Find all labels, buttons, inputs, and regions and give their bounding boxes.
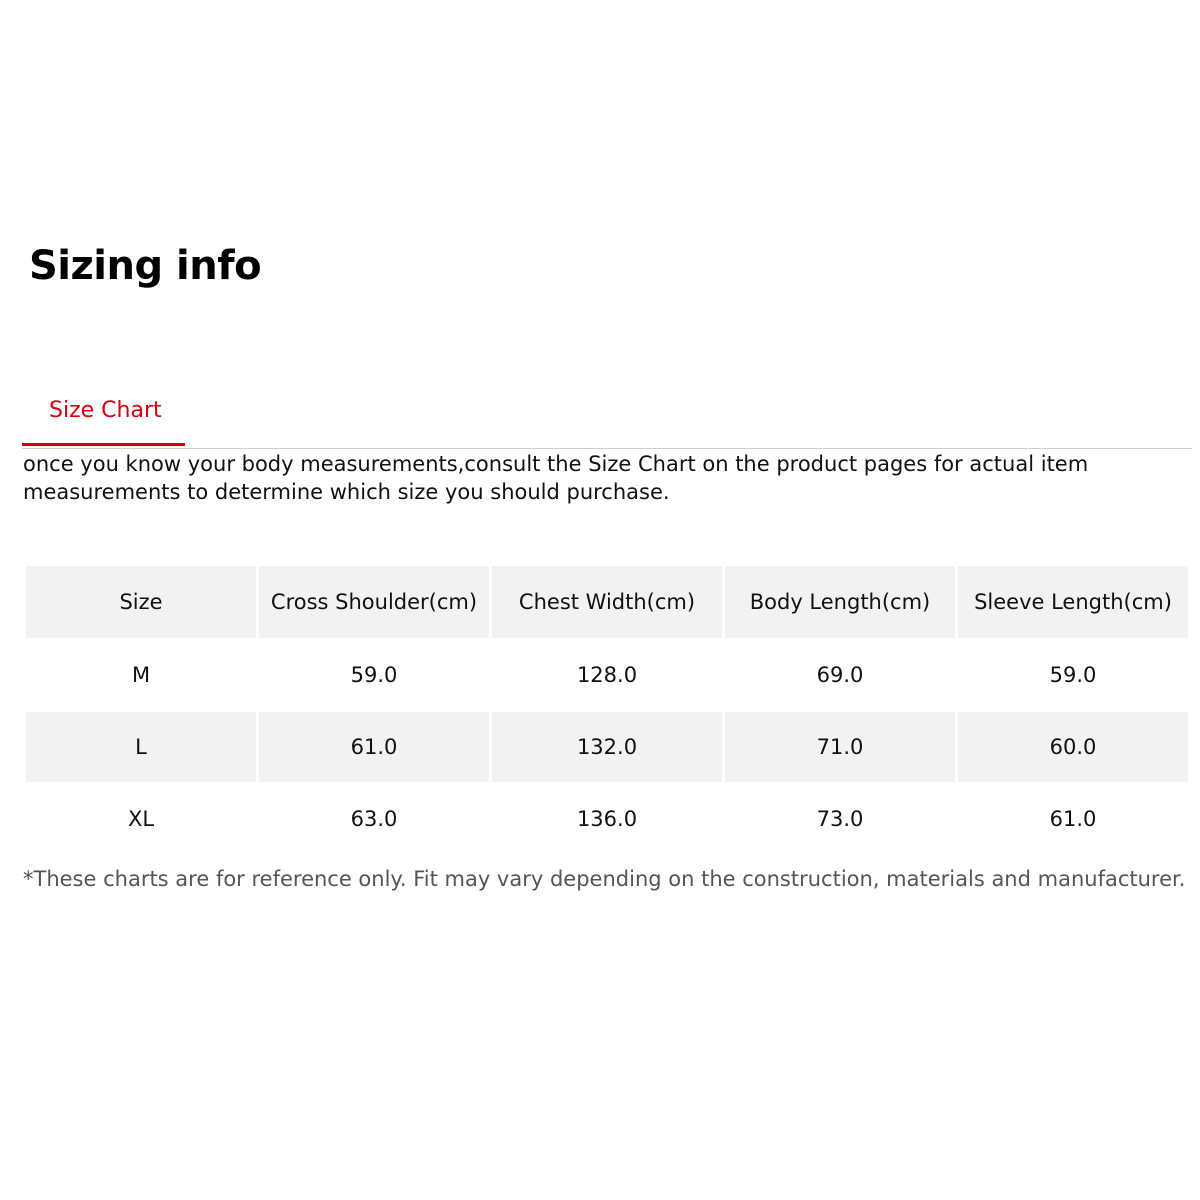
intro-text: once you know your body measurements,consult the Size Chart on the product pages for actual item measurements to determine which size you should purchase. xyxy=(23,452,1089,504)
table-cell: 132.0 xyxy=(492,712,722,782)
table-cell: 69.0 xyxy=(816,663,864,687)
table-row xyxy=(26,782,1188,856)
table-cell: 59.0 xyxy=(350,663,398,687)
table-cell: 61.0 xyxy=(259,712,489,782)
table-cell: M xyxy=(131,663,151,687)
table-cell: 60.0 xyxy=(958,712,1188,782)
table-cell: 73.0 xyxy=(816,807,864,831)
table-cell: 61.0 xyxy=(1049,807,1097,831)
table-header-row xyxy=(26,566,1188,638)
tab-size-chart[interactable]: Size Chart xyxy=(22,390,185,446)
reference-footnote: *These charts are for reference only. Fit may vary depending on the construction, materials and manufacturer. xyxy=(23,867,1186,891)
header-size: Size xyxy=(26,566,256,638)
header-cross-shoulder: Cross Shoulder(cm) xyxy=(259,566,489,638)
header-body-length: Body Length(cm) xyxy=(725,566,955,638)
table-row xyxy=(26,638,1188,712)
table-cell: L xyxy=(26,712,256,782)
page-title: Sizing info xyxy=(29,243,262,289)
table-cell: 63.0 xyxy=(350,807,398,831)
header-sleeve-length: Sleeve Length(cm) xyxy=(958,566,1188,638)
header-chest-width: Chest Width(cm) xyxy=(492,566,722,638)
table-row xyxy=(26,712,1188,782)
table-cell: 59.0 xyxy=(1049,663,1097,687)
tab-bar xyxy=(22,390,1192,449)
table-cell: 71.0 xyxy=(725,712,955,782)
table-cell: 128.0 xyxy=(576,663,638,687)
size-chart-table xyxy=(23,566,1191,856)
table-cell: XL xyxy=(127,807,155,831)
table-cell: 136.0 xyxy=(576,807,638,831)
